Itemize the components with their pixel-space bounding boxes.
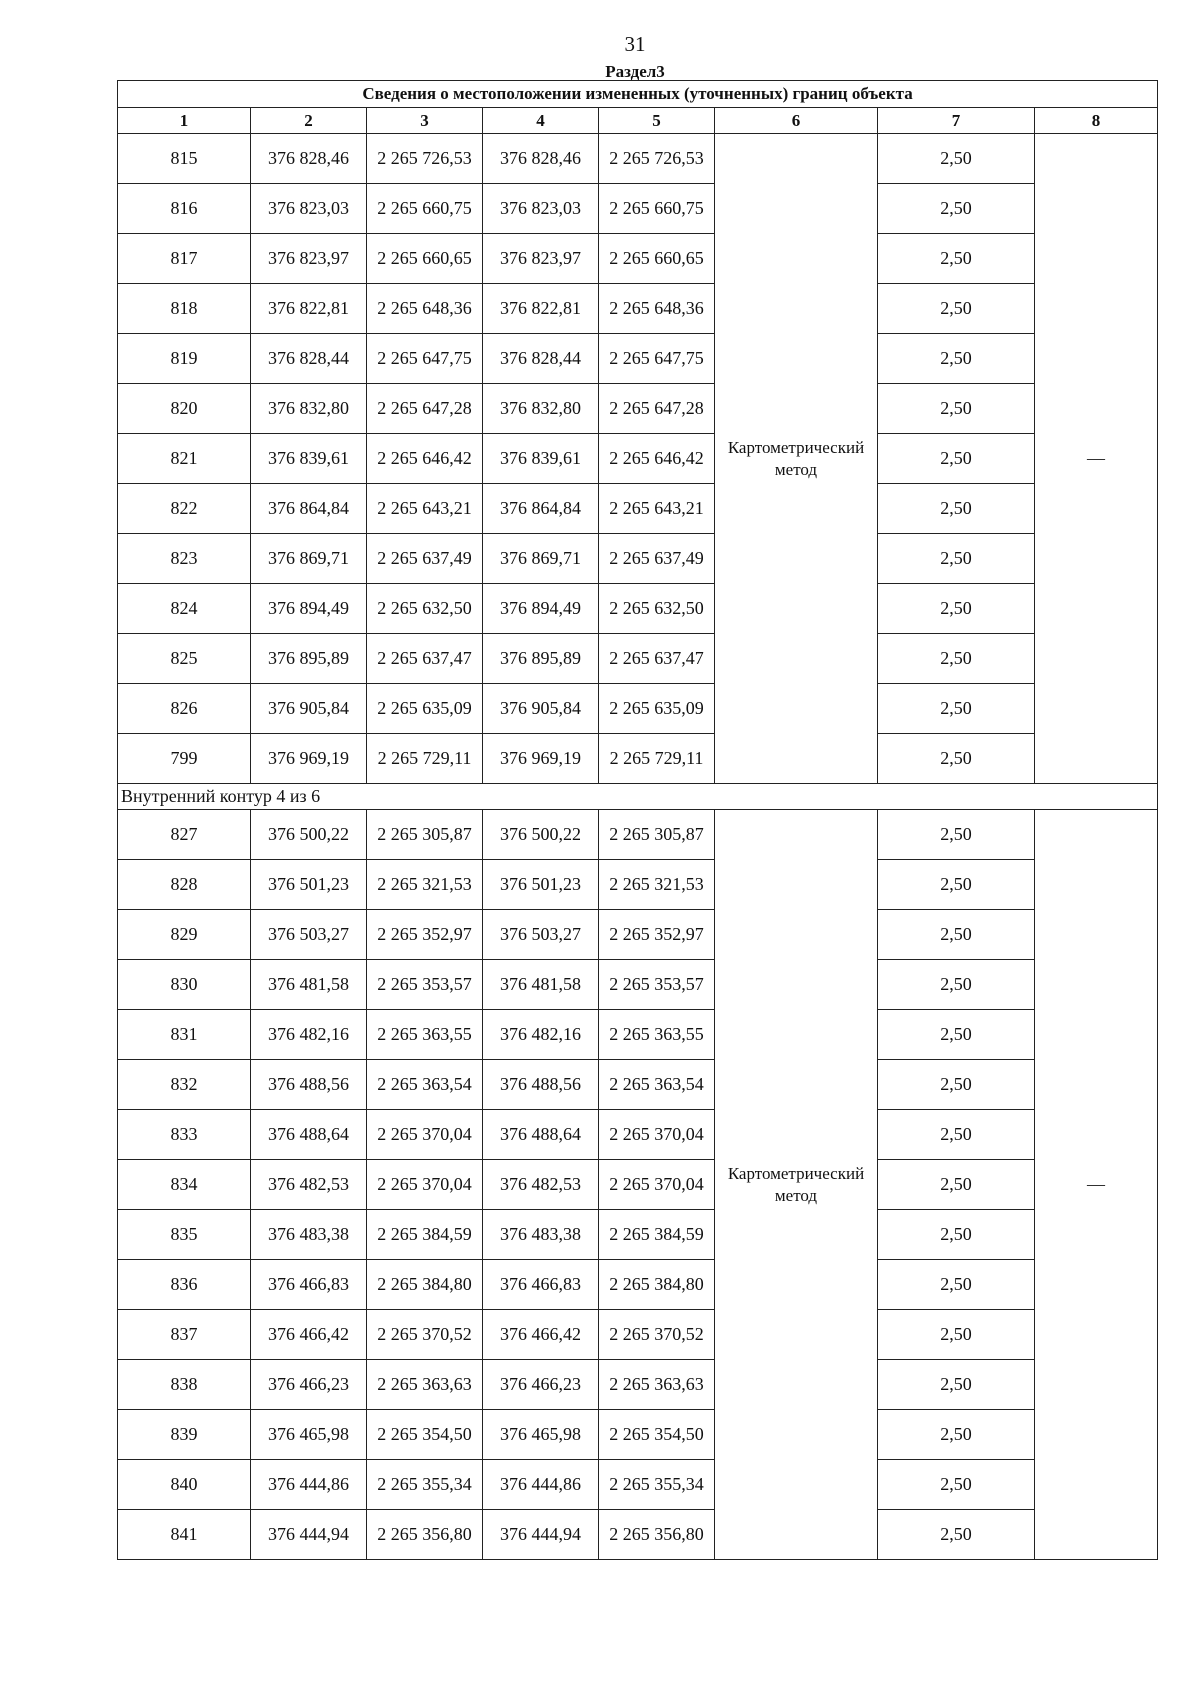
y-refined-cell: 2 265 354,50: [599, 1410, 715, 1460]
accuracy-cell: 2,50: [878, 1510, 1035, 1560]
accuracy-cell: 2,50: [878, 1010, 1035, 1060]
y-existing-cell: 2 265 632,50: [367, 584, 483, 634]
x-existing-cell: 376 488,64: [251, 1110, 367, 1160]
point-number-cell: 830: [118, 960, 251, 1010]
x-refined-cell: 376 466,42: [483, 1310, 599, 1360]
y-refined-cell: 2 265 647,28: [599, 384, 715, 434]
accuracy-cell: 2,50: [878, 1060, 1035, 1110]
x-refined-cell: 376 823,97: [483, 234, 599, 284]
point-number-cell: 822: [118, 484, 251, 534]
y-refined-cell: 2 265 637,47: [599, 634, 715, 684]
point-number-cell: 827: [118, 810, 251, 860]
y-refined-cell: 2 265 363,55: [599, 1010, 715, 1060]
table-row: [118, 134, 1158, 184]
point-number-cell: 819: [118, 334, 251, 384]
x-refined-cell: 376 894,49: [483, 584, 599, 634]
accuracy-cell: 2,50: [878, 734, 1035, 784]
y-existing-cell: 2 265 660,75: [367, 184, 483, 234]
x-refined-cell: 376 483,38: [483, 1210, 599, 1260]
column-number: 3: [367, 108, 483, 134]
accuracy-cell: 2,50: [878, 960, 1035, 1010]
table-row: [118, 584, 1158, 634]
x-refined-cell: 376 832,80: [483, 384, 599, 434]
point-number-cell: 826: [118, 684, 251, 734]
accuracy-cell: 2,50: [878, 1310, 1035, 1360]
x-existing-cell: 376 466,42: [251, 1310, 367, 1360]
y-existing-cell: 2 265 384,80: [367, 1260, 483, 1310]
point-number-cell: 823: [118, 534, 251, 584]
table-row: [118, 1460, 1158, 1510]
y-refined-cell: 2 265 363,63: [599, 1360, 715, 1410]
table-row: [118, 384, 1158, 434]
point-number-cell: 832: [118, 1060, 251, 1110]
table-row: [118, 234, 1158, 284]
accuracy-cell: 2,50: [878, 634, 1035, 684]
x-existing-cell: 376 864,84: [251, 484, 367, 534]
accuracy-cell: 2,50: [878, 1160, 1035, 1210]
table-row: [118, 484, 1158, 534]
y-refined-cell: 2 265 353,57: [599, 960, 715, 1010]
y-refined-cell: 2 265 370,04: [599, 1160, 715, 1210]
point-number-cell: 828: [118, 860, 251, 910]
x-refined-cell: 376 869,71: [483, 534, 599, 584]
x-refined-cell: 376 482,53: [483, 1160, 599, 1210]
table-row: [118, 860, 1158, 910]
y-refined-cell: 2 265 363,54: [599, 1060, 715, 1110]
accuracy-cell: 2,50: [878, 860, 1035, 910]
page-number: 31: [624, 32, 646, 56]
table-row: [118, 434, 1158, 484]
y-refined-cell: 2 265 643,21: [599, 484, 715, 534]
x-refined-cell: 376 466,23: [483, 1360, 599, 1410]
accuracy-cell: 2,50: [878, 810, 1035, 860]
x-refined-cell: 376 503,27: [483, 910, 599, 960]
x-existing-cell: 376 503,27: [251, 910, 367, 960]
y-refined-cell: 2 265 660,75: [599, 184, 715, 234]
column-number: 5: [599, 108, 715, 134]
accuracy-cell: 2,50: [878, 384, 1035, 434]
x-existing-cell: 376 895,89: [251, 634, 367, 684]
point-number-cell: 841: [118, 1510, 251, 1560]
x-refined-cell: 376 969,19: [483, 734, 599, 784]
x-refined-cell: 376 488,64: [483, 1110, 599, 1160]
column-number: 7: [878, 108, 1035, 134]
table-row: [118, 1160, 1158, 1210]
table-row: [118, 1110, 1158, 1160]
y-existing-cell: 2 265 637,47: [367, 634, 483, 684]
table-row: [118, 634, 1158, 684]
x-refined-cell: 376 466,83: [483, 1260, 599, 1310]
point-number-cell: 815: [118, 134, 251, 184]
x-refined-cell: 376 481,58: [483, 960, 599, 1010]
y-refined-cell: 2 265 647,75: [599, 334, 715, 384]
y-existing-cell: 2 265 660,65: [367, 234, 483, 284]
point-number-cell: 829: [118, 910, 251, 960]
point-number-cell: 839: [118, 1410, 251, 1460]
accuracy-cell: 2,50: [878, 1110, 1035, 1160]
x-refined-cell: 376 822,81: [483, 284, 599, 334]
accuracy-cell: 2,50: [878, 234, 1035, 284]
point-number-cell: 821: [118, 434, 251, 484]
section-title: Раздел3: [605, 62, 665, 81]
y-existing-cell: 2 265 370,04: [367, 1110, 483, 1160]
table-body: [118, 134, 1158, 1560]
y-refined-cell: 2 265 729,11: [599, 734, 715, 784]
y-refined-cell: 2 265 648,36: [599, 284, 715, 334]
x-refined-cell: 376 905,84: [483, 684, 599, 734]
accuracy-cell: 2,50: [878, 1260, 1035, 1310]
x-refined-cell: 376 839,61: [483, 434, 599, 484]
y-existing-cell: 2 265 353,57: [367, 960, 483, 1010]
note-cell: —: [1035, 810, 1158, 1560]
point-number-cell: 824: [118, 584, 251, 634]
y-existing-cell: 2 265 356,80: [367, 1510, 483, 1560]
x-refined-cell: 376 895,89: [483, 634, 599, 684]
accuracy-cell: 2,50: [878, 1460, 1035, 1510]
point-number-cell: 799: [118, 734, 251, 784]
y-existing-cell: 2 265 370,52: [367, 1310, 483, 1360]
y-existing-cell: 2 265 363,54: [367, 1060, 483, 1110]
point-number-cell: 840: [118, 1460, 251, 1510]
y-existing-cell: 2 265 648,36: [367, 284, 483, 334]
y-refined-cell: 2 265 726,53: [599, 134, 715, 184]
table-row: [118, 910, 1158, 960]
x-existing-cell: 376 822,81: [251, 284, 367, 334]
y-refined-cell: 2 265 321,53: [599, 860, 715, 910]
column-number: 2: [251, 108, 367, 134]
x-existing-cell: 376 839,61: [251, 434, 367, 484]
method-cell: Картометрический метод: [715, 810, 878, 1560]
y-refined-cell: 2 265 646,42: [599, 434, 715, 484]
y-refined-cell: 2 265 637,49: [599, 534, 715, 584]
table-caption: Сведения о местоположении измененных (уточненных) границ объекта: [118, 81, 1158, 108]
table-row: [118, 1260, 1158, 1310]
y-refined-cell: 2 265 355,34: [599, 1460, 715, 1510]
y-existing-cell: 2 265 354,50: [367, 1410, 483, 1460]
accuracy-cell: 2,50: [878, 434, 1035, 484]
column-number: 6: [715, 108, 878, 134]
x-refined-cell: 376 488,56: [483, 1060, 599, 1110]
x-existing-cell: 376 466,83: [251, 1260, 367, 1310]
table-row: [118, 1210, 1158, 1260]
contour-label: Внутренний контур 4 из 6: [118, 784, 1158, 810]
table-row: [118, 1310, 1158, 1360]
y-refined-cell: 2 265 660,65: [599, 234, 715, 284]
y-existing-cell: 2 265 729,11: [367, 734, 483, 784]
x-refined-cell: 376 828,46: [483, 134, 599, 184]
y-existing-cell: 2 265 637,49: [367, 534, 483, 584]
x-existing-cell: 376 465,98: [251, 1410, 367, 1460]
x-refined-cell: 376 823,03: [483, 184, 599, 234]
point-number-cell: 837: [118, 1310, 251, 1360]
y-existing-cell: 2 265 363,55: [367, 1010, 483, 1060]
table-row: [118, 684, 1158, 734]
x-refined-cell: 376 444,94: [483, 1510, 599, 1560]
accuracy-cell: 2,50: [878, 284, 1035, 334]
y-existing-cell: 2 265 352,97: [367, 910, 483, 960]
y-existing-cell: 2 265 384,59: [367, 1210, 483, 1260]
x-refined-cell: 376 444,86: [483, 1460, 599, 1510]
point-number-cell: 820: [118, 384, 251, 434]
x-existing-cell: 376 482,16: [251, 1010, 367, 1060]
x-existing-cell: 376 466,23: [251, 1360, 367, 1410]
y-refined-cell: 2 265 384,80: [599, 1260, 715, 1310]
point-number-cell: 838: [118, 1360, 251, 1410]
accuracy-cell: 2,50: [878, 134, 1035, 184]
table-row: [118, 334, 1158, 384]
x-existing-cell: 376 832,80: [251, 384, 367, 434]
table-row: [118, 284, 1158, 334]
contour-label-row: [118, 784, 1158, 810]
y-refined-cell: 2 265 356,80: [599, 1510, 715, 1560]
x-existing-cell: 376 444,94: [251, 1510, 367, 1560]
accuracy-cell: 2,50: [878, 534, 1035, 584]
column-number: 4: [483, 108, 599, 134]
note-cell: —: [1035, 134, 1158, 784]
table-row: [118, 1010, 1158, 1060]
column-number: 8: [1035, 108, 1158, 134]
y-existing-cell: 2 265 647,28: [367, 384, 483, 434]
table-row: [118, 734, 1158, 784]
accuracy-cell: 2,50: [878, 684, 1035, 734]
x-existing-cell: 376 894,49: [251, 584, 367, 634]
x-existing-cell: 376 444,86: [251, 1460, 367, 1510]
y-existing-cell: 2 265 646,42: [367, 434, 483, 484]
y-existing-cell: 2 265 305,87: [367, 810, 483, 860]
accuracy-cell: 2,50: [878, 584, 1035, 634]
accuracy-cell: 2,50: [878, 484, 1035, 534]
column-number: 1: [118, 108, 251, 134]
point-number-cell: 816: [118, 184, 251, 234]
y-existing-cell: 2 265 363,63: [367, 1360, 483, 1410]
y-refined-cell: 2 265 352,97: [599, 910, 715, 960]
x-existing-cell: 376 905,84: [251, 684, 367, 734]
coordinates-table: [117, 80, 1158, 1560]
y-existing-cell: 2 265 355,34: [367, 1460, 483, 1510]
accuracy-cell: 2,50: [878, 1210, 1035, 1260]
x-existing-cell: 376 483,38: [251, 1210, 367, 1260]
point-number-cell: 817: [118, 234, 251, 284]
accuracy-cell: 2,50: [878, 910, 1035, 960]
table-row: [118, 960, 1158, 1010]
y-refined-cell: 2 265 632,50: [599, 584, 715, 634]
point-number-cell: 825: [118, 634, 251, 684]
x-existing-cell: 376 481,58: [251, 960, 367, 1010]
x-existing-cell: 376 823,03: [251, 184, 367, 234]
y-existing-cell: 2 265 647,75: [367, 334, 483, 384]
point-number-cell: 818: [118, 284, 251, 334]
accuracy-cell: 2,50: [878, 334, 1035, 384]
x-existing-cell: 376 828,46: [251, 134, 367, 184]
x-existing-cell: 376 969,19: [251, 734, 367, 784]
accuracy-cell: 2,50: [878, 1360, 1035, 1410]
y-existing-cell: 2 265 643,21: [367, 484, 483, 534]
table-row: [118, 534, 1158, 584]
x-refined-cell: 376 500,22: [483, 810, 599, 860]
point-number-cell: 836: [118, 1260, 251, 1310]
point-number-cell: 834: [118, 1160, 251, 1210]
y-existing-cell: 2 265 635,09: [367, 684, 483, 734]
method-cell: Картометрический метод: [715, 134, 878, 784]
y-refined-cell: 2 265 635,09: [599, 684, 715, 734]
column-number-row: [118, 108, 1158, 134]
x-refined-cell: 376 465,98: [483, 1410, 599, 1460]
x-refined-cell: 376 501,23: [483, 860, 599, 910]
accuracy-cell: 2,50: [878, 184, 1035, 234]
accuracy-cell: 2,50: [878, 1410, 1035, 1460]
y-existing-cell: 2 265 370,04: [367, 1160, 483, 1210]
y-existing-cell: 2 265 726,53: [367, 134, 483, 184]
x-existing-cell: 376 869,71: [251, 534, 367, 584]
y-refined-cell: 2 265 384,59: [599, 1210, 715, 1260]
table-row: [118, 1410, 1158, 1460]
y-refined-cell: 2 265 370,04: [599, 1110, 715, 1160]
x-refined-cell: 376 828,44: [483, 334, 599, 384]
point-number-cell: 833: [118, 1110, 251, 1160]
table-row: [118, 184, 1158, 234]
x-existing-cell: 376 823,97: [251, 234, 367, 284]
table-row: [118, 1360, 1158, 1410]
x-existing-cell: 376 501,23: [251, 860, 367, 910]
y-refined-cell: 2 265 305,87: [599, 810, 715, 860]
x-existing-cell: 376 488,56: [251, 1060, 367, 1110]
x-existing-cell: 376 500,22: [251, 810, 367, 860]
x-existing-cell: 376 482,53: [251, 1160, 367, 1210]
point-number-cell: 831: [118, 1010, 251, 1060]
table-row: [118, 810, 1158, 860]
table-row: [118, 1510, 1158, 1560]
x-existing-cell: 376 828,44: [251, 334, 367, 384]
y-existing-cell: 2 265 321,53: [367, 860, 483, 910]
x-refined-cell: 376 864,84: [483, 484, 599, 534]
table-row: [118, 1060, 1158, 1110]
y-refined-cell: 2 265 370,52: [599, 1310, 715, 1360]
x-refined-cell: 376 482,16: [483, 1010, 599, 1060]
point-number-cell: 835: [118, 1210, 251, 1260]
